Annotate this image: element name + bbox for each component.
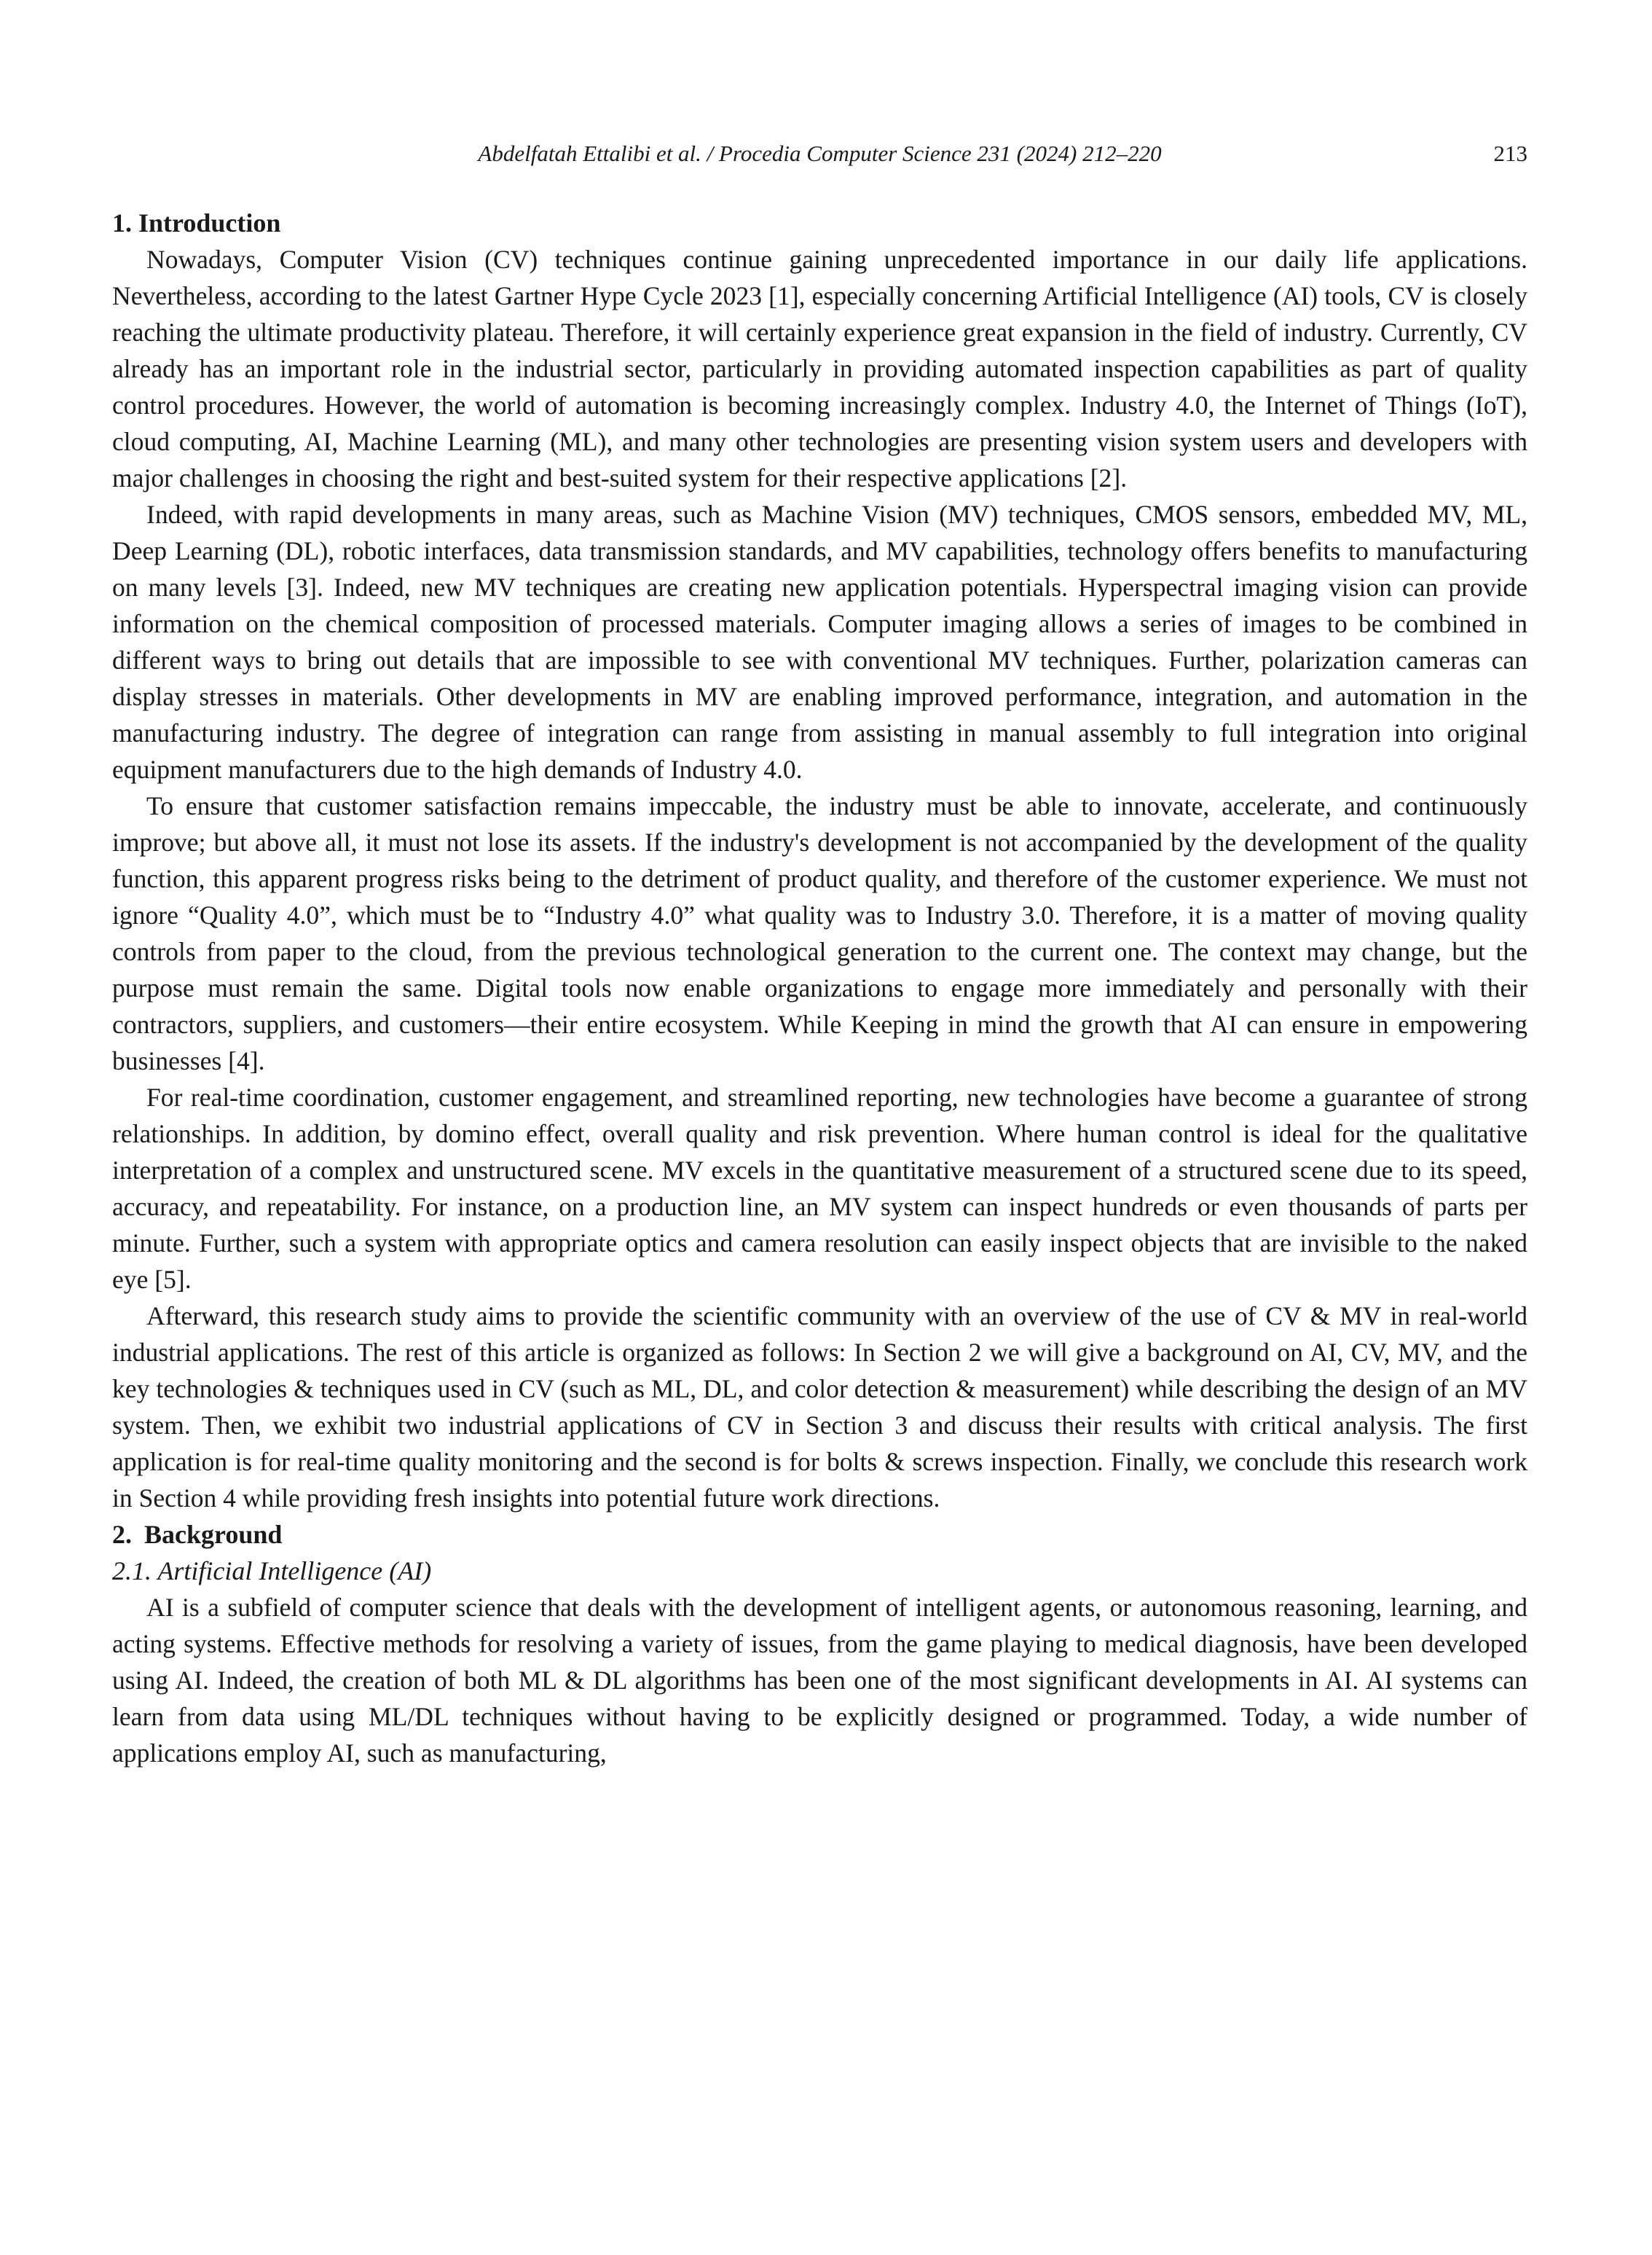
- section-heading-introduction: 1. Introduction: [112, 208, 281, 238]
- subsection-heading-ai: 2.1. Artificial Intelligence (AI): [112, 1556, 432, 1585]
- introduction-paragraph-5: Afterward, this research study aims to provide the scientific community with an overview of the use of CV & MV in real-world industrial applications. The rest of this article is organized as follows: In Section 2 we will give a background on AI, CV, MV, and the key technologies & techniques used in CV (such as ML, DL, and color detection & measurement) while describing the design of an MV system. Then, we exhibit two industrial applications of CV in Section 3 and discuss their results with critical analysis. The first application is for real-time quality monitoring and the second is for bolts & screws inspection. Finally, we conclude this research work in Section 4 while providing fresh insights into potential future work directions.: [112, 1301, 1527, 1513]
- page-number: 213: [1493, 141, 1527, 166]
- introduction-paragraph-2: Indeed, with rapid developments in many areas, such as Machine Vision (MV) techniques, CMOS sensors, embedded MV, ML, Deep Learning (DL), robotic interfaces, data transmission standards, and MV capabilities, technology offers benefits to manufacturing on many levels [3]. Indeed, new MV techniques are creating new application potentials. Hyperspectral imaging vision can provide information on the chemical composition of processed materials. Computer imaging allows a series of images to be combined in different ways to bring out details that are impossible to see with conventional MV techniques. Further, polarization cameras can display stresses in materials. Other developments in MV are enabling improved performance, integration, and automation in the manufacturing industry. The degree of integration can range from assisting in manual assembly to full integration into original equipment manufacturers due to the high demands of Industry 4.0.: [112, 500, 1527, 784]
- section-heading-background: [112, 1516, 1527, 1553]
- section-title: Background: [144, 1520, 283, 1549]
- introduction-paragraph-3: To ensure that customer satisfaction remains impeccable, the industry must be able to innovate, accelerate, and continuously improve; but above all, it must not lose its assets. If the industry's development is not accompanied by the development of the quality function, this apparent progress risks being to the detriment of product quality, and therefore of the customer experience. We must not ignore “Quality 4.0”, which must be to “Industry 4.0” what quality was to Industry 3.0. Therefore, it is a matter of moving quality controls from paper to the cloud, from the previous technological generation to the current one. The context may change, but the purpose must remain the same. Digital tools now enable organizations to engage more immediately and personally with their contractors, suppliers, and customers—their entire ecosystem. While Keeping in mind the growth that AI can ensure in empowering businesses [4].: [112, 791, 1527, 1075]
- ai-paragraph-1: AI is a subfield of computer science that deals with the development of intelligent agents, or autonomous reasoning, learning, and acting systems. Effective methods for resolving a variety of issues, from the game playing to medical diagnosis, have been developed using AI. Indeed, the creation of both ML & DL algorithms has been one of the most significant developments in AI. AI systems can learn from data using ML/DL techniques without having to be explicitly designed or programmed. Today, a wide number of applications employ AI, such as manufacturing,: [112, 1593, 1527, 1768]
- running-head-title: Abdelfatah Ettalibi et al. / Procedia Computer Science 231 (2024) 212–220: [478, 141, 1162, 166]
- article-body: [112, 205, 1527, 1771]
- section-number: 2.: [112, 1520, 132, 1549]
- introduction-paragraph-1: Nowadays, Computer Vision (CV) techniques continue gaining unprecedented importance in our daily life applications. Nevertheless, according to the latest Gartner Hype Cycle 2023 [1], especially concerning Artificial Intelligence (AI) tools, CV is closely reaching the ultimate productivity plateau. Therefore, it will certainly experience great expansion in the field of industry. Currently, CV already has an important role in the industrial sector, particularly in providing automated inspection capabilities as part of quality control procedures. However, the world of automation is becoming increasingly complex. Industry 4.0, the Internet of Things (IoT), cloud computing, AI, Machine Learning (ML), and many other technologies are presenting vision system users and developers with major challenges in choosing the right and best-suited system for their respective applications [2].: [112, 245, 1527, 493]
- running-head: [112, 137, 1527, 170]
- introduction-paragraph-4: For real-time coordination, customer engagement, and streamlined reporting, new technologies have become a guarantee of strong relationships. In addition, by domino effect, overall quality and risk prevention. Where human control is ideal for the qualitative interpretation of a complex and unstructured scene. MV excels in the quantitative measurement of a structured scene due to its speed, accuracy, and repeatability. For instance, on a production line, an MV system can inspect hundreds or even thousands of parts per minute. Further, such a system with appropriate optics and camera resolution can easily inspect objects that are invisible to the naked eye [5].: [112, 1083, 1527, 1294]
